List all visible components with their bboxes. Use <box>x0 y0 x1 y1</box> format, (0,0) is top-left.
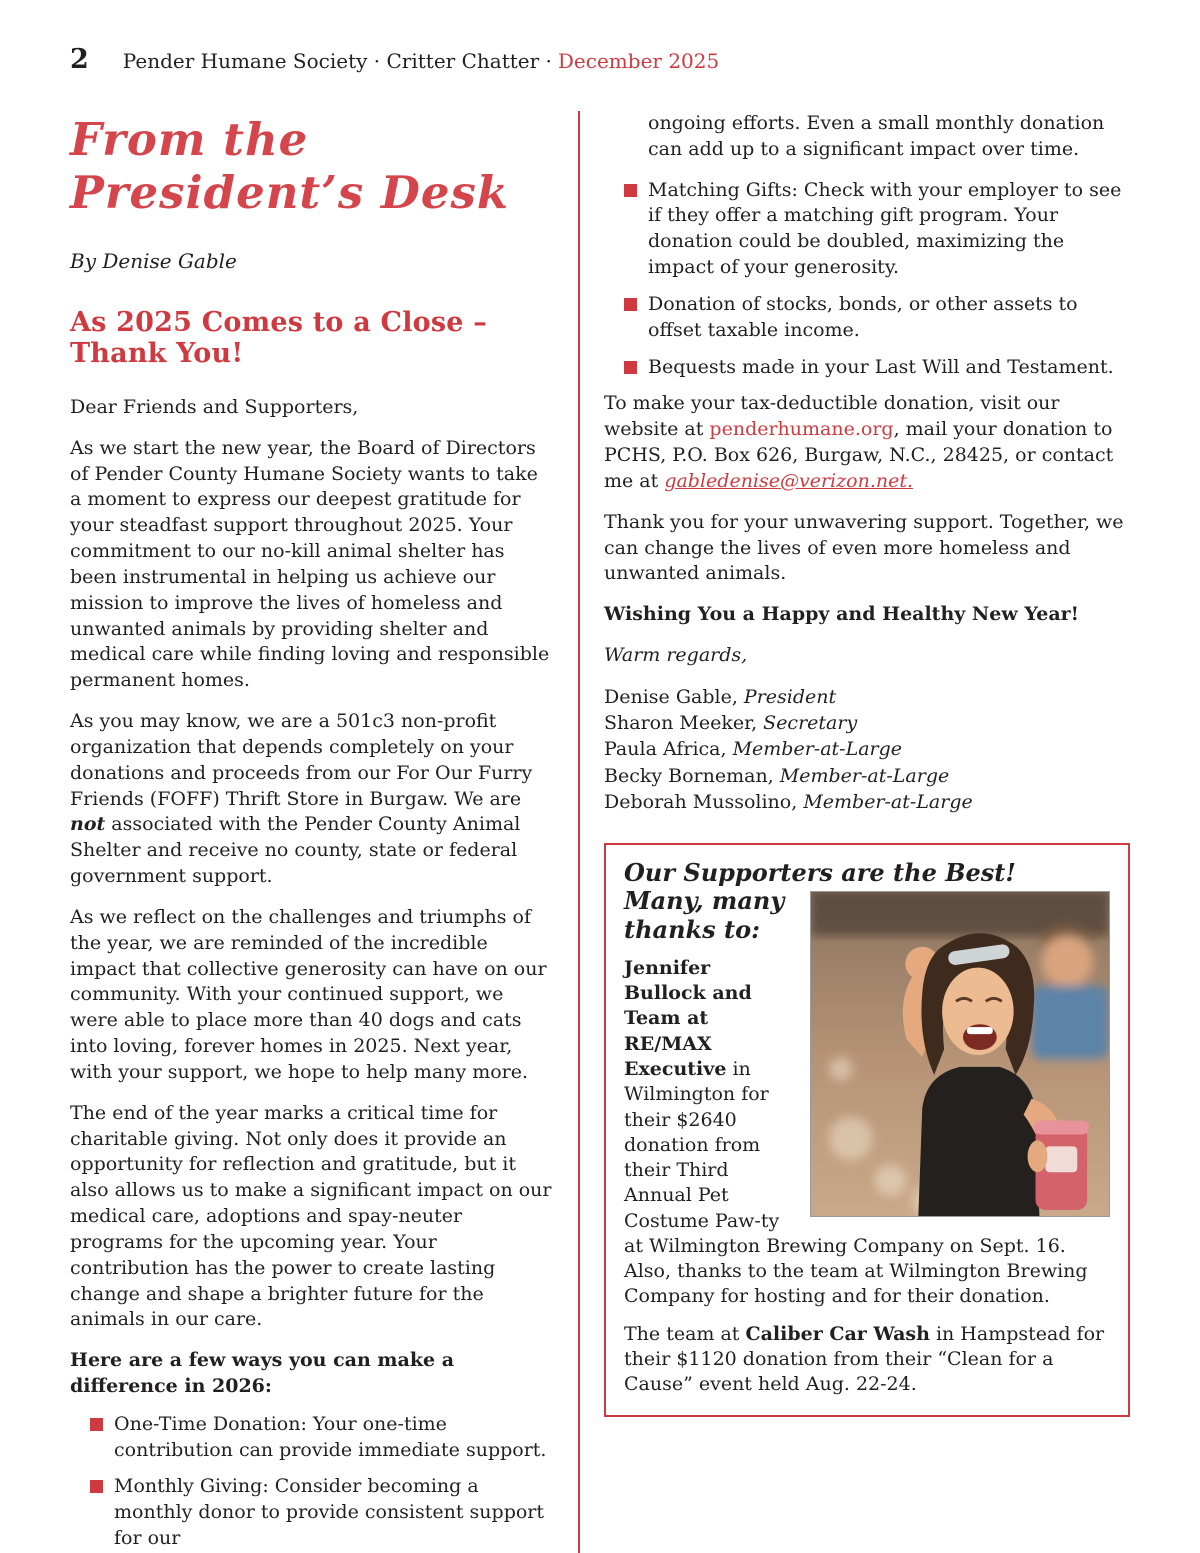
left-column <box>70 111 578 1553</box>
article-title: From the President’s Desk <box>70 113 510 219</box>
thanks-paragraph: Thank you for your unwavering support. Together, we can change the lives of even more homeless and unwanted animals. <box>604 510 1124 585</box>
officer-line <box>604 736 1130 762</box>
signoff: Warm regards, <box>604 644 748 667</box>
bullet-text: Matching Gifts: Check with your employer to see if they offer a matching gift program. Your donation could be doubled, maximizing the impact of your generosity. <box>648 178 1122 279</box>
list-item <box>70 1474 554 1551</box>
supporters-heading-line1: Our Supporters are the Best! <box>624 858 1016 887</box>
header-title: Pender Humane Society · Critter Chatter · <box>122 49 552 73</box>
officer-line <box>604 710 1130 736</box>
bullet-square-icon <box>624 361 637 374</box>
donation-paragraph <box>604 391 1130 494</box>
bullet-text: Bequests made in your Last Will and Testament. <box>648 355 1114 378</box>
website-link[interactable]: penderhumane.org <box>709 418 894 441</box>
paragraph-2 <box>70 709 554 890</box>
officer-name: Denise Gable, <box>604 685 738 708</box>
supporter-paragraph-2 <box>624 1322 1110 1398</box>
supporter-text: in Wilmington for their $2640 donation from their Third Annual Pet Costume Paw-ty at Wilmington Brewing Company on Sept. 16. Also, thanks to the team at Wilmington Brewing Company for hosting and for their donation. <box>624 1058 1088 1308</box>
paragraph-4: The end of the year marks a critical time for charitable giving. Not only does it provide an opportunity for reflection and gratitude, but it also allows us to make a significant impact on our medical care, adoptions and spay-neuter programs for the upcoming year. Your contribution has the power to create lasting change and shape a brighter future for the animals in our care. <box>70 1101 552 1331</box>
officer-name: Deborah Mussolino, <box>604 790 798 813</box>
supporters-heading-line2: Many, many thanks to: <box>624 886 785 944</box>
officer-line <box>604 684 1130 710</box>
officer-line <box>604 763 1130 789</box>
list-item <box>70 1412 554 1464</box>
supporter-name-bold: Jennifer Bullock and Team at RE/MAX Executive <box>624 956 752 1080</box>
byline: By Denise Gable <box>70 249 237 273</box>
content-columns <box>70 111 1130 1553</box>
salutation: Dear Friends and Supporters, <box>70 396 359 418</box>
supporter-name-bold: Caliber Car Wash <box>745 1322 930 1345</box>
board-officers-list <box>604 684 1130 815</box>
list-item <box>604 355 1130 381</box>
paragraph-3: As we reflect on the challenges and triumphs of the year, we are reminded of the incredible impact that collective generosity can have on our community. With your continued support, we were able to place more than 40 dogs and cats into loving, forever homes in 2025. Next year, with your support, we hope to help many more. <box>70 905 547 1083</box>
email-link[interactable]: gabledenise@verizon.net. <box>664 469 914 492</box>
officer-title: Secretary <box>763 712 858 735</box>
ways-heading: Here are a few ways you can make a difference in 2026: <box>70 1349 454 1397</box>
officer-title: Member-at-Large <box>779 764 950 787</box>
list-item <box>604 178 1130 281</box>
officer-title: Member-at-Large <box>732 738 903 761</box>
bullet-square-icon <box>90 1480 103 1493</box>
supporter-text: in Hampstead for their $1120 donation from their “Clean for a Cause” event held Aug. 22-24. <box>624 1322 1105 1396</box>
paragraph-1: As we start the new year, the Board of Directors of Pender County Humane Society wants to take a moment to express our deepest gratitude for your steadfast support throughout 2025. Your commitment to our no-kill animal shelter has been instrumental in helping us achieve our mission to improve the lives of homeless and unwanted animals by providing shelter and medical care while finding loving and responsible permanent homes. <box>70 436 550 692</box>
bullet-square-icon <box>90 1418 103 1431</box>
officer-name: Becky Borneman, <box>604 764 774 787</box>
bullet-continuation: ongoing efforts. Even a small monthly donation can add up to a significant impact over time. <box>648 112 1105 160</box>
supporters-box <box>604 843 1130 1417</box>
list-item <box>604 292 1130 344</box>
bullet-text: Donation of stocks, bonds, or other assets to offset taxable income. <box>648 292 1078 341</box>
donation-text-2: , mail your donation to PCHS, P.O. Box 626, Burgaw, N.C., 28425, or contact me at <box>604 418 1114 492</box>
page-header <box>70 44 1130 75</box>
page-number: 2 <box>70 44 89 75</box>
bullet-text: One-Time Donation: Your one-time contribution can provide immediate support. <box>114 1412 547 1461</box>
paragraph-2-text: As you may know, we are a 501c3 non-profit organization that depends completely on your donations and proceeds from our For Our Furry Friends (FOFF) Thrift Store in Burgaw. We are <box>70 710 533 810</box>
officer-title: Member-at-Large <box>803 790 973 813</box>
paragraph-2-emphasis: not <box>70 813 106 836</box>
paragraph-2-text-after: associated with the Pender County Animal Shelter and receive no county, state or federal government support. <box>70 813 521 888</box>
donation-text: To make your tax-deductible donation, visit our website at <box>604 392 1060 441</box>
supporter-photo <box>810 891 1110 1217</box>
section-heading: As 2025 Comes to a Close – Thank You! <box>70 307 487 369</box>
new-year-wish: Wishing You a Happy and Healthy New Year! <box>604 603 1080 626</box>
bullet-text: Monthly Giving: Consider becoming a monthly donor to provide consistent support for our <box>114 1475 545 1550</box>
header-date: December 2025 <box>557 49 720 73</box>
right-column <box>578 111 1130 1553</box>
supporter-text: The team at <box>624 1322 746 1345</box>
bullet-square-icon <box>624 298 637 311</box>
officer-line <box>604 789 1130 815</box>
officer-name: Paula Africa, <box>604 738 727 761</box>
officer-name: Sharon Meeker, <box>604 712 758 735</box>
bullet-square-icon <box>624 184 637 197</box>
officer-title: President <box>743 685 837 708</box>
